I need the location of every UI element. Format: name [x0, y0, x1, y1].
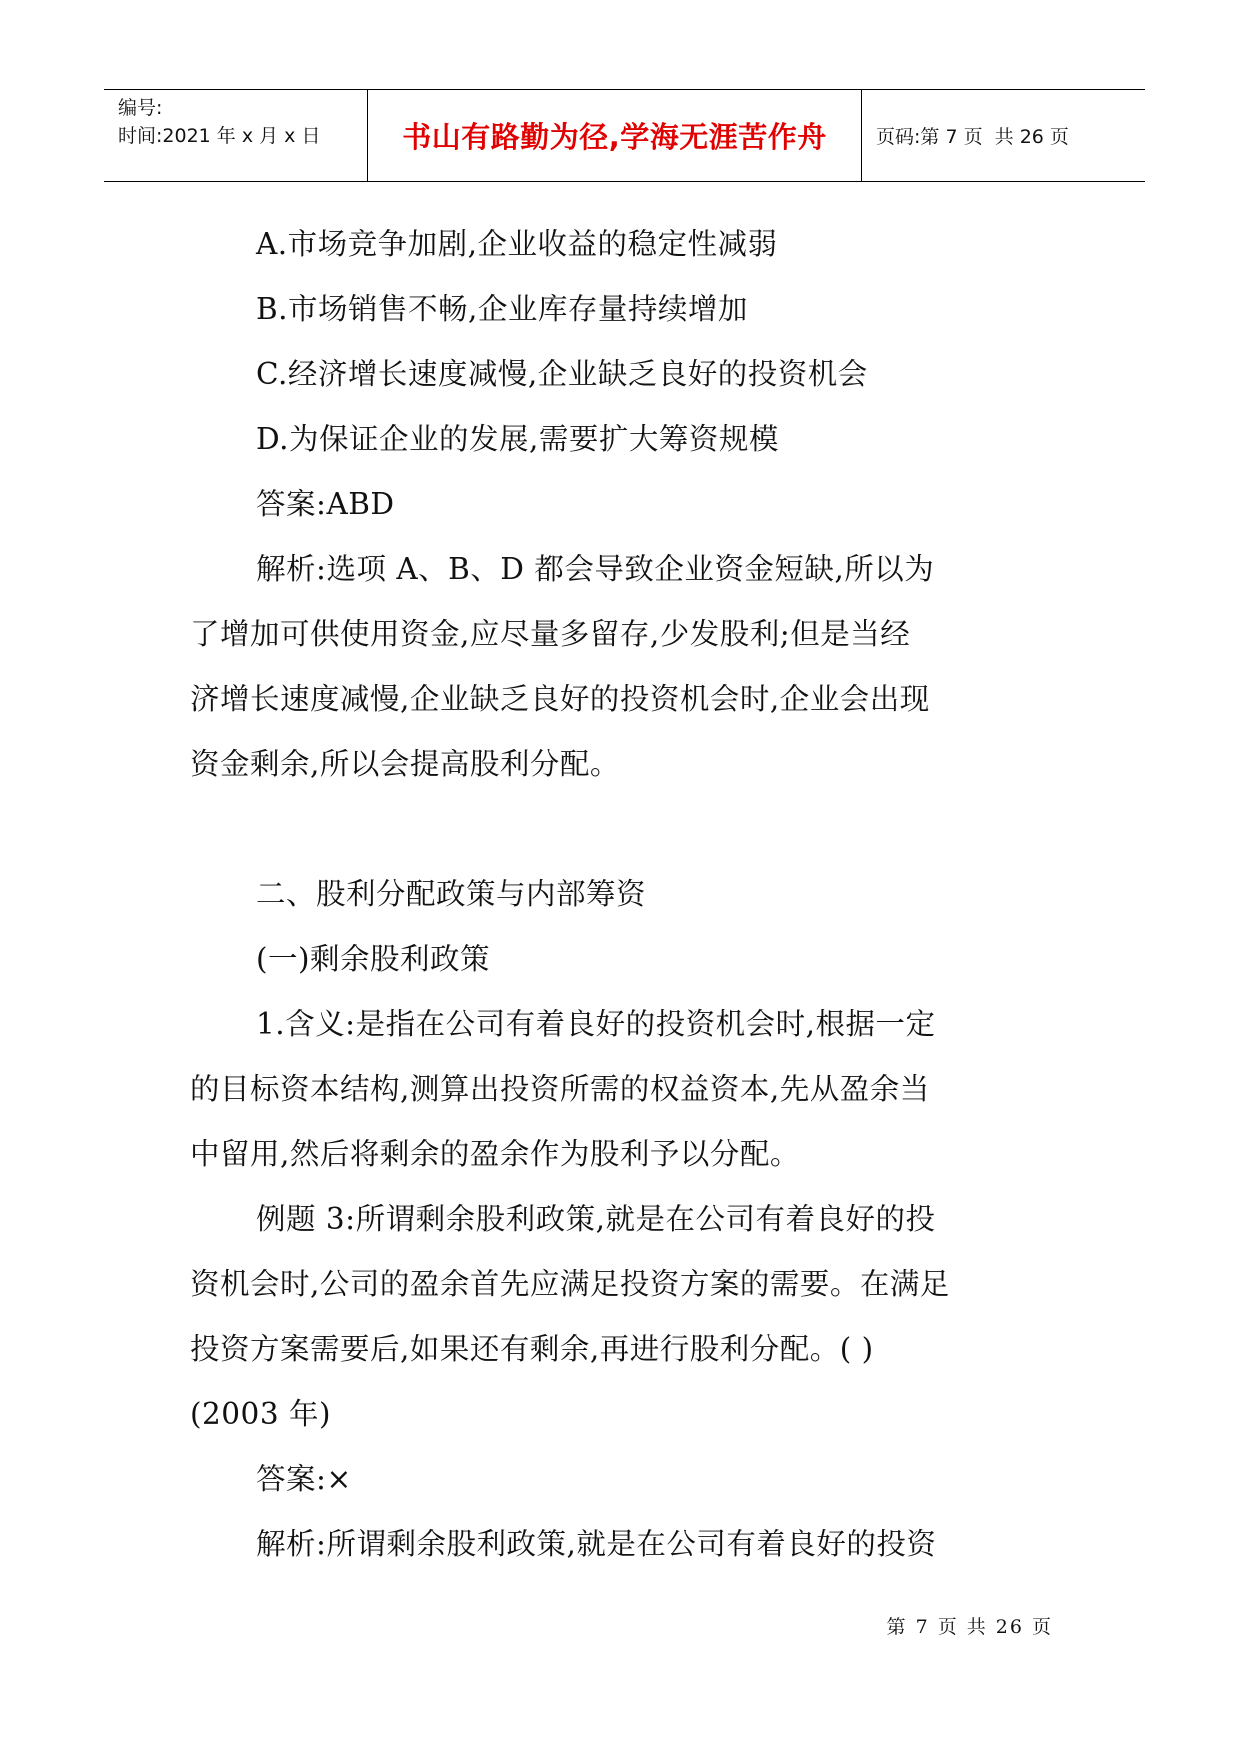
analysis-1-line-2: 了增加可供使用资金,应尽量多留存,少发股利;但是当经: [190, 617, 911, 651]
example-line-2: 资机会时,公司的盈余首先应满足投资方案的需要。在满足: [190, 1267, 950, 1301]
definition-line-1: 1.含义:是指在公司有着良好的投资机会时,根据一定: [256, 1007, 936, 1041]
header-motto: 书山有路勤为径,学海无涯苦作舟: [368, 90, 862, 181]
page-header: [104, 89, 1145, 182]
definition-line-3: 中留用,然后将剩余的盈余作为股利予以分配。: [190, 1137, 800, 1171]
analysis-2-line-1: 解析:所谓剩余股利政策,就是在公司有着良好的投资: [256, 1527, 937, 1561]
page-footer: 第 7 页 共 26 页: [886, 1616, 1053, 1638]
answer-2: 答案:×: [256, 1462, 352, 1496]
section-heading: 二、股利分配政策与内部筹资: [256, 877, 647, 911]
time-label: 时间:2021 年 x 月 x 日: [118, 125, 321, 147]
document-body: [190, 212, 1062, 1577]
option-b: B.市场销售不畅,企业库存量持续增加: [256, 292, 748, 326]
option-c: C.经济增长速度减慢,企业缺乏良好的投资机会: [256, 357, 868, 391]
analysis-1-line-1: 解析:选项 A、B、D 都会导致企业资金短缺,所以为: [256, 552, 935, 586]
option-d: D.为保证企业的发展,需要扩大筹资规模: [256, 422, 779, 456]
subsection-heading: (一)剩余股利政策: [256, 942, 491, 976]
definition-line-2: 的目标资本结构,测算出投资所需的权益资本,先从盈余当: [190, 1072, 930, 1106]
answer-1: 答案:ABD: [256, 487, 395, 521]
number-label: 编号:: [118, 97, 163, 119]
page-label: 页码:第 7 页 共 26 页: [876, 126, 1069, 148]
example-year: (2003 年): [190, 1397, 331, 1431]
analysis-1-line-3: 济增长速度减慢,企业缺乏良好的投资机会时,企业会出现: [190, 682, 930, 716]
blank-line: [190, 797, 1062, 862]
header-meta: [104, 90, 368, 181]
header-page-info: [862, 90, 1145, 181]
example-line-3: 投资方案需要后,如果还有剩余,再进行股利分配。( ): [190, 1332, 874, 1366]
analysis-1-line-4: 资金剩余,所以会提高股利分配。: [190, 747, 620, 781]
option-a: A.市场竞争加剧,企业收益的稳定性减弱: [256, 227, 778, 261]
example-line-1: 例题 3:所谓剩余股利政策,就是在公司有着良好的投: [256, 1202, 936, 1236]
